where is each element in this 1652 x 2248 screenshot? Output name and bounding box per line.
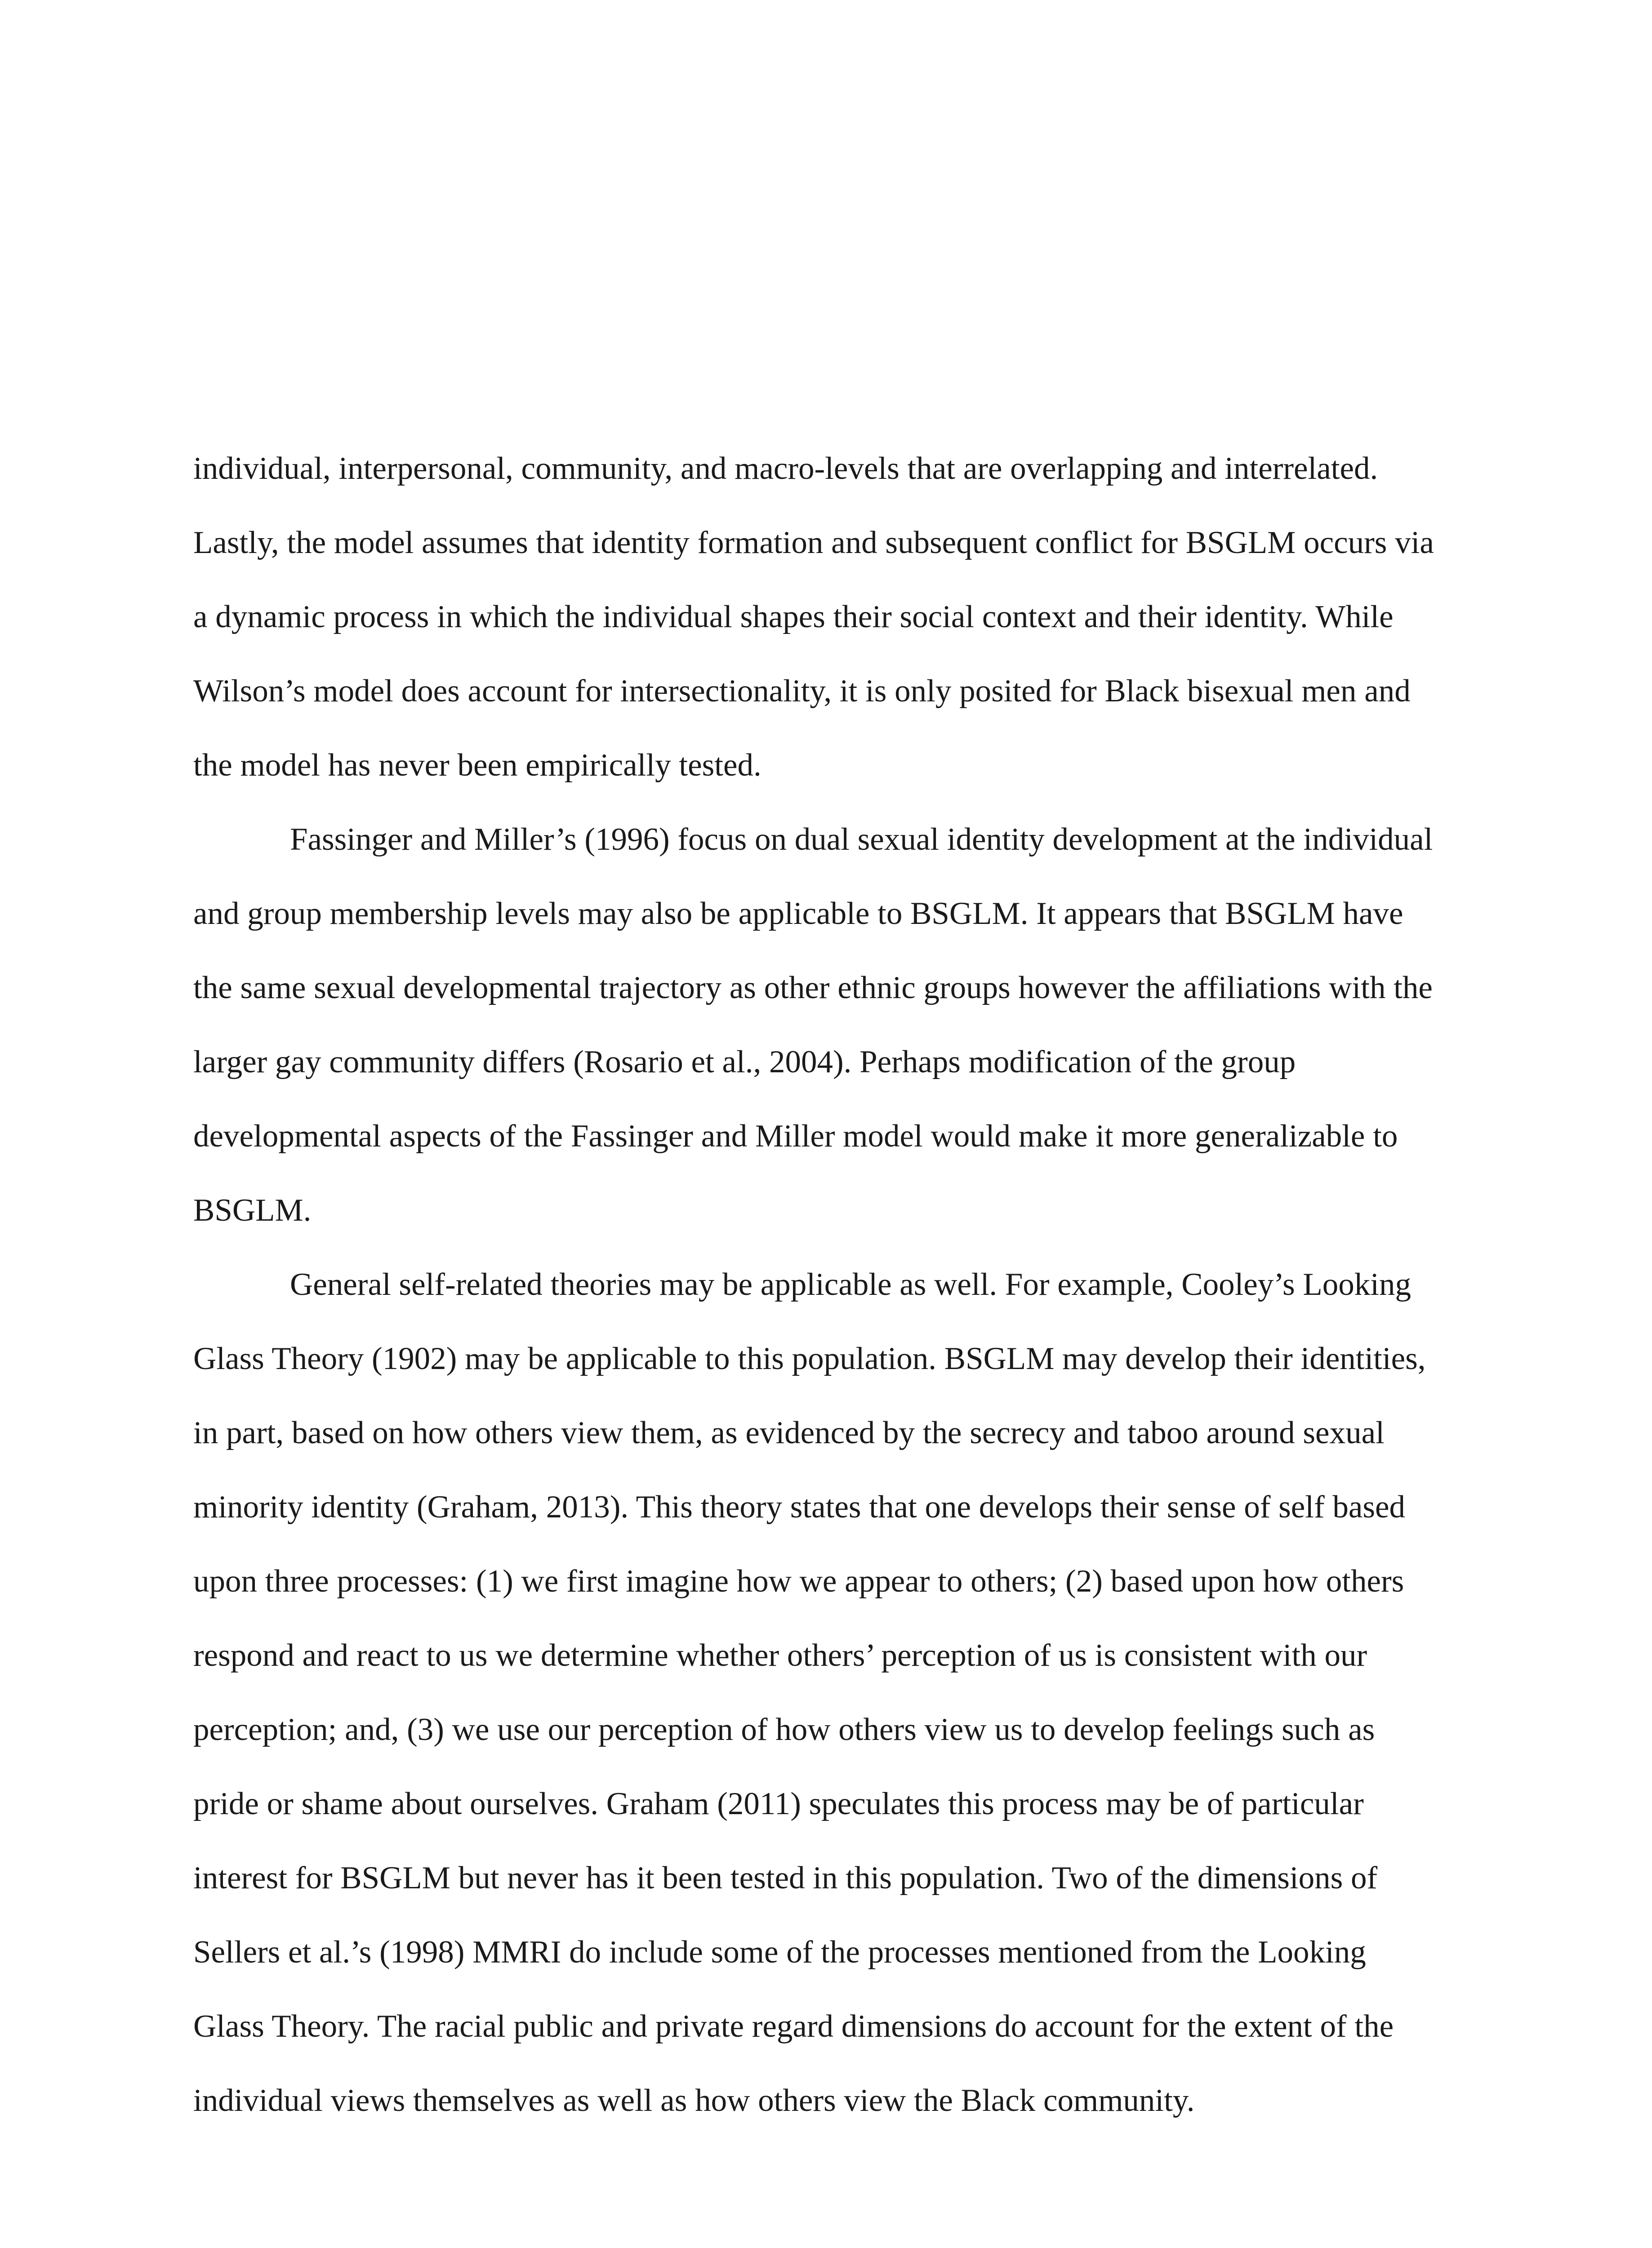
text-line: BSGLM.	[193, 1193, 312, 1228]
text-line: perception; and, (3) we use our perception of how others view us to develop feelings such as	[193, 1712, 1375, 1747]
text-line: Glass Theory. The racial public and private regard dimensions do account for the extent of the	[193, 2009, 1394, 2044]
text-line: upon three processes: (1) we first imagine how we appear to others; (2) based upon how others	[193, 1564, 1404, 1599]
text-line: interest for BSGLM but never has it been tested in this population. Two of the dimensions of	[193, 1860, 1378, 1896]
text-line: individual views themselves as well as how others view the Black community.	[193, 2083, 1195, 2118]
text-line: Wilson’s model does account for intersectionality, it is only posited for Black bisexual men and	[193, 674, 1411, 709]
text-line: the model has never been empirically tested.	[193, 748, 761, 783]
paragraph-first-line: General self-related theories may be applicable as well. For example, Cooley’s Looking	[290, 1267, 1412, 1302]
text-line: a dynamic process in which the individual shapes their social context and their identity. While	[193, 599, 1394, 634]
text-line: developmental aspects of the Fassinger and Miller model would make it more generalizable to	[193, 1119, 1398, 1154]
text-line: Lastly, the model assumes that identity formation and subsequent conflict for BSGLM occurs via	[193, 525, 1434, 560]
paragraph-first-line: Fassinger and Miller’s (1996) focus on dual sexual identity development at the individual	[290, 822, 1433, 857]
text-line: minority identity (Graham, 2013). This theory states that one develops their sense of self based	[193, 1490, 1406, 1525]
body-text	[193, 432, 1452, 2138]
text-line: Glass Theory (1902) may be applicable to this population. BSGLM may develop their identities,	[193, 1341, 1426, 1376]
text-line: and group membership levels may also be applicable to BSGLM. It appears that BSGLM have	[193, 896, 1403, 931]
text-line: individual, interpersonal, community, and macro-levels that are overlapping and interrelated.	[193, 451, 1378, 486]
text-line: respond and react to us we determine whether others’ perception of us is consistent with our	[193, 1638, 1367, 1673]
text-line: in part, based on how others view them, as evidenced by the secrecy and taboo around sexual	[193, 1415, 1385, 1450]
text-line: larger gay community differs (Rosario et al., 2004). Perhaps modification of the group	[193, 1044, 1296, 1079]
text-line: the same sexual developmental trajectory as other ethnic groups however the affiliations with the	[193, 970, 1433, 1005]
text-line: Sellers et al.’s (1998) MMRI do include some of the processes mentioned from the Looking	[193, 1935, 1366, 1970]
text-line: pride or shame about ourselves. Graham (2011) speculates this process may be of particular	[193, 1786, 1364, 1821]
